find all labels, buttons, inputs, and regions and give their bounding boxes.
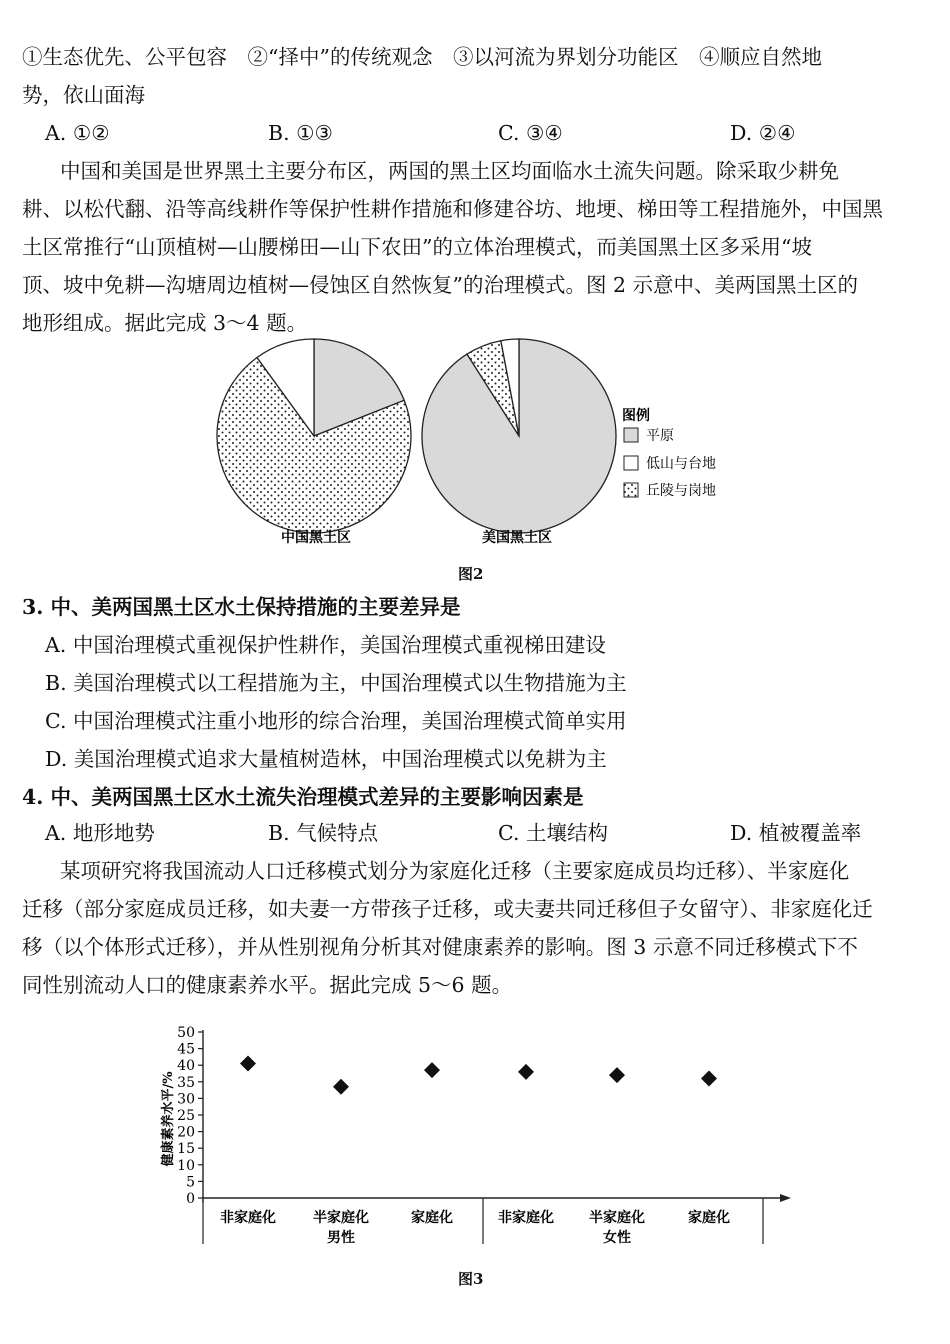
x-tick-label-5: 家庭化 [688, 1210, 730, 1226]
data-point-0 [240, 1056, 256, 1072]
y-tick-label-9: 45 [177, 1041, 195, 1058]
passage1-line3: 土区常推行“山顶植树—山腰梯田—山下农田”的立体治理模式，而美国黑土区多采用“坡 [22, 235, 812, 259]
x-tick-label-0: 非家庭化 [220, 1210, 276, 1226]
x-tick-label-4: 半家庭化 [589, 1210, 645, 1226]
passage1-line2: 耕、以松代翻、沿等高线耕作等保护性耕作措施和修建谷坊、地埂、梯田等工程措施外，中国黑 [22, 197, 883, 221]
q2-choice-c: C. ③④ [498, 121, 563, 145]
q4-choice-d: D. 植被覆盖率 [730, 821, 862, 845]
figure2-caption: 图2 [458, 565, 484, 583]
q4-choice-b: B. 气候特点 [268, 821, 379, 845]
figure3-caption: 图3 [458, 1270, 484, 1288]
legend-swatch-hills-plateau [624, 456, 638, 470]
y-axis-label: 健康素养水平/% [161, 1071, 176, 1167]
q3-choice-b: B. 美国治理模式以工程措施为主，中国治理模式以生物措施为主 [45, 671, 627, 695]
data-point-3 [518, 1064, 534, 1080]
x-tick-label-1: 半家庭化 [313, 1210, 369, 1226]
group-label-0: 男性 [327, 1230, 355, 1246]
passage1-line4: 顶、坡中免耕—沟塘周边植树—侵蚀区自然恢复”的治理模式。图 2 示意中、美两国黑土区的 [22, 273, 859, 297]
x-axis-arrow [780, 1194, 791, 1202]
passage1-line1: 中国和美国是世界黑土主要分布区，两国的黑土区均面临水土流失问题。除采取少耕免 [60, 159, 839, 183]
group-label-1: 女性 [603, 1230, 631, 1246]
legend-hills-plateau: 低山与台地 [646, 456, 716, 472]
y-tick-label-3: 15 [177, 1141, 195, 1158]
y-tick-label-6: 30 [177, 1091, 195, 1108]
q2-choice-a: A. ①② [45, 121, 110, 145]
y-tick-label-0: 0 [186, 1191, 195, 1207]
data-point-5 [701, 1070, 717, 1086]
china-pie-label: 中国黑土区 [281, 530, 351, 546]
data-point-1 [333, 1079, 349, 1095]
figure3-chart [0, 1010, 950, 1255]
china-pie [217, 339, 411, 533]
legend-swatch-hilly [624, 483, 638, 497]
q3-choice-d: D. 美国治理模式追求大量植树造林，中国治理模式以免耕为主 [45, 747, 607, 771]
data-point-2 [424, 1062, 440, 1078]
q4-stem: 4. 中、美两国黑土区水土流失治理模式差异的主要影响因素是 [22, 785, 584, 809]
legend-plain: 平原 [646, 428, 674, 444]
q2-choice-d: D. ②④ [730, 121, 796, 145]
legend-hilly: 丘陵与岗地 [646, 483, 716, 499]
y-tick-label-1: 5 [186, 1174, 195, 1191]
q3-choice-c: C. 中国治理模式注重小地形的综合治理，美国治理模式简单实用 [45, 709, 627, 733]
y-tick-label-4: 20 [177, 1124, 195, 1141]
q2-items-line2: 势，依山面海 [22, 83, 145, 107]
passage2-line4: 同性别流动人口的健康素养水平。据此完成 5～6 题。 [22, 973, 513, 997]
x-tick-label-2: 家庭化 [411, 1210, 453, 1226]
passage2-line3: 移（以个体形式迁移），并从性别视角分析其对健康素养的影响。图 3 示意不同迁移模式下不 [22, 935, 858, 959]
y-tick-label-7: 35 [177, 1074, 195, 1091]
passage2-line1: 某项研究将我国流动人口迁移模式划分为家庭化迁移（主要家庭成员均迁移）、半家庭化 [60, 859, 850, 883]
q2-choice-b: B. ①③ [268, 121, 333, 145]
legend-swatch-plain [624, 428, 638, 442]
legend-title: 图例 [622, 408, 650, 424]
usa-pie [422, 339, 616, 533]
passage1-line5: 地形组成。据此完成 3～4 题。 [22, 311, 308, 335]
usa-pie-label: 美国黑土区 [482, 530, 552, 546]
y-tick-label-8: 40 [177, 1058, 195, 1075]
q4-choice-c: C. 土壤结构 [498, 821, 608, 845]
y-tick-label-2: 10 [177, 1157, 195, 1174]
data-point-4 [609, 1067, 625, 1083]
y-tick-label-5: 25 [177, 1108, 195, 1124]
x-tick-label-3: 非家庭化 [498, 1210, 554, 1226]
y-tick-label-10: 50 [177, 1025, 195, 1041]
q3-stem: 3. 中、美两国黑土区水土保持措施的主要差异是 [22, 595, 461, 619]
q3-choice-a: A. 中国治理模式重视保护性耕作，美国治理模式重视梯田建设 [45, 633, 606, 657]
passage2-line2: 迁移（部分家庭成员迁移，如夫妻一方带孩子迁移，或夫妻共同迁移但子女留守）、非家庭化迁 [22, 897, 873, 921]
q4-choice-a: A. 地形地势 [45, 821, 155, 845]
figure2-pies [0, 335, 950, 585]
q2-items-line1: ①生态优先、公平包容 ②“择中”的传统观念 ③以河流为界划分功能区 ④顺应自然地 [22, 45, 822, 69]
